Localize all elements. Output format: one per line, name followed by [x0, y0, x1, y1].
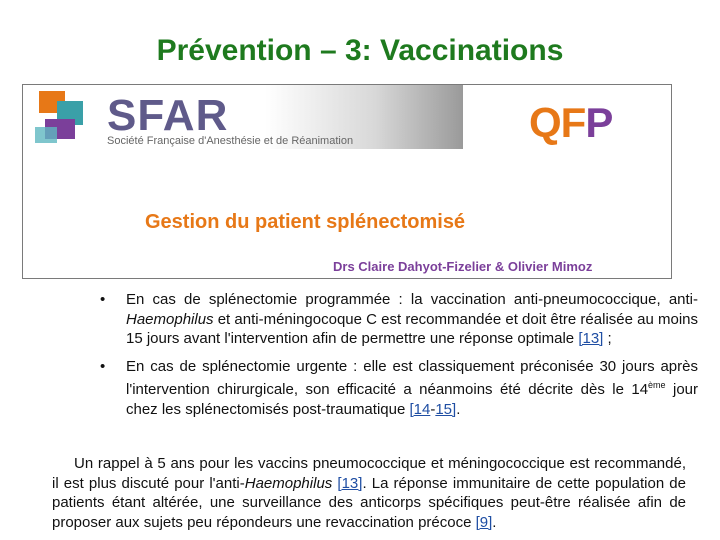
sfar-logo-icon [35, 89, 95, 147]
superscript: ème [648, 380, 666, 390]
paragraph-text: . La réponse immunitaire de cette population de patients étant altérée, une surveillance des anticorps spécifiques peut-être réalisée afin de proposer aux sujets peu répondeurs une revaccination précoce [52, 474, 686, 531]
slide-title: Prévention – 3: Vaccinations [156, 34, 564, 67]
bullet-item-planned [100, 290, 698, 349]
paragraph-text: Un rappel à 5 ans pour les vaccins pneumococcique et méningococcique est recommandé, il est plus discuté pour l'anti- [52, 455, 686, 492]
paragraph-italic: Haemophilus [244, 474, 333, 492]
sfar-logo-text: SFAR [107, 91, 229, 140]
paragraph-text: . [492, 513, 497, 531]
bullet-dot-icon: • [100, 291, 106, 308]
bullet-text: ; [603, 330, 612, 347]
reference-separator: - [430, 400, 436, 418]
sfar-header-strip [23, 85, 463, 149]
bullet-italic: Haemophilus [126, 310, 214, 328]
reference-link[interactable]: [13] [337, 474, 363, 492]
qfp-q: Q [529, 99, 561, 146]
reference-link[interactable]: [13] [578, 330, 604, 347]
closing-paragraph [52, 454, 686, 532]
bullet-list [100, 290, 698, 427]
qfp-f: F [560, 99, 586, 146]
document-title: Gestion du patient splénectomisé [145, 211, 466, 233]
bullet-item-urgent [100, 357, 698, 420]
qfp-logo [529, 99, 612, 147]
sfar-subtitle: Société Française d'Anesthésie et de Réanimation [107, 135, 354, 147]
qfp-p: P [585, 99, 613, 146]
bullet-dot-icon: • [100, 357, 106, 375]
document-banner [22, 84, 672, 279]
bullet-text: jour chez les splénectomisés post-traumatique [126, 381, 698, 418]
reference-link[interactable]: [9] [475, 513, 493, 531]
reference-link[interactable]: [14 [409, 400, 431, 418]
reference-link[interactable]: 15] [435, 400, 457, 418]
bullet-text: et anti-méningocoque C est recommandée et doit être réalisée au moins 15 jours avant l'intervention afin de permettre une réponse optimale [126, 310, 698, 347]
bullet-text: En cas de splénectomie programmée : la vaccination anti-pneumococcique, anti- [126, 291, 698, 308]
bullet-text: . [456, 400, 461, 418]
document-authors: Drs Claire Dahyot-Fizelier & Olivier Mimoz [333, 259, 593, 274]
bullet-text: En cas de splénectomie urgente : elle est classiquement préconisée 30 jours après l'intervention chirurgicale, son efficacité a néanmoins été décrite dès le 14 [126, 357, 698, 398]
